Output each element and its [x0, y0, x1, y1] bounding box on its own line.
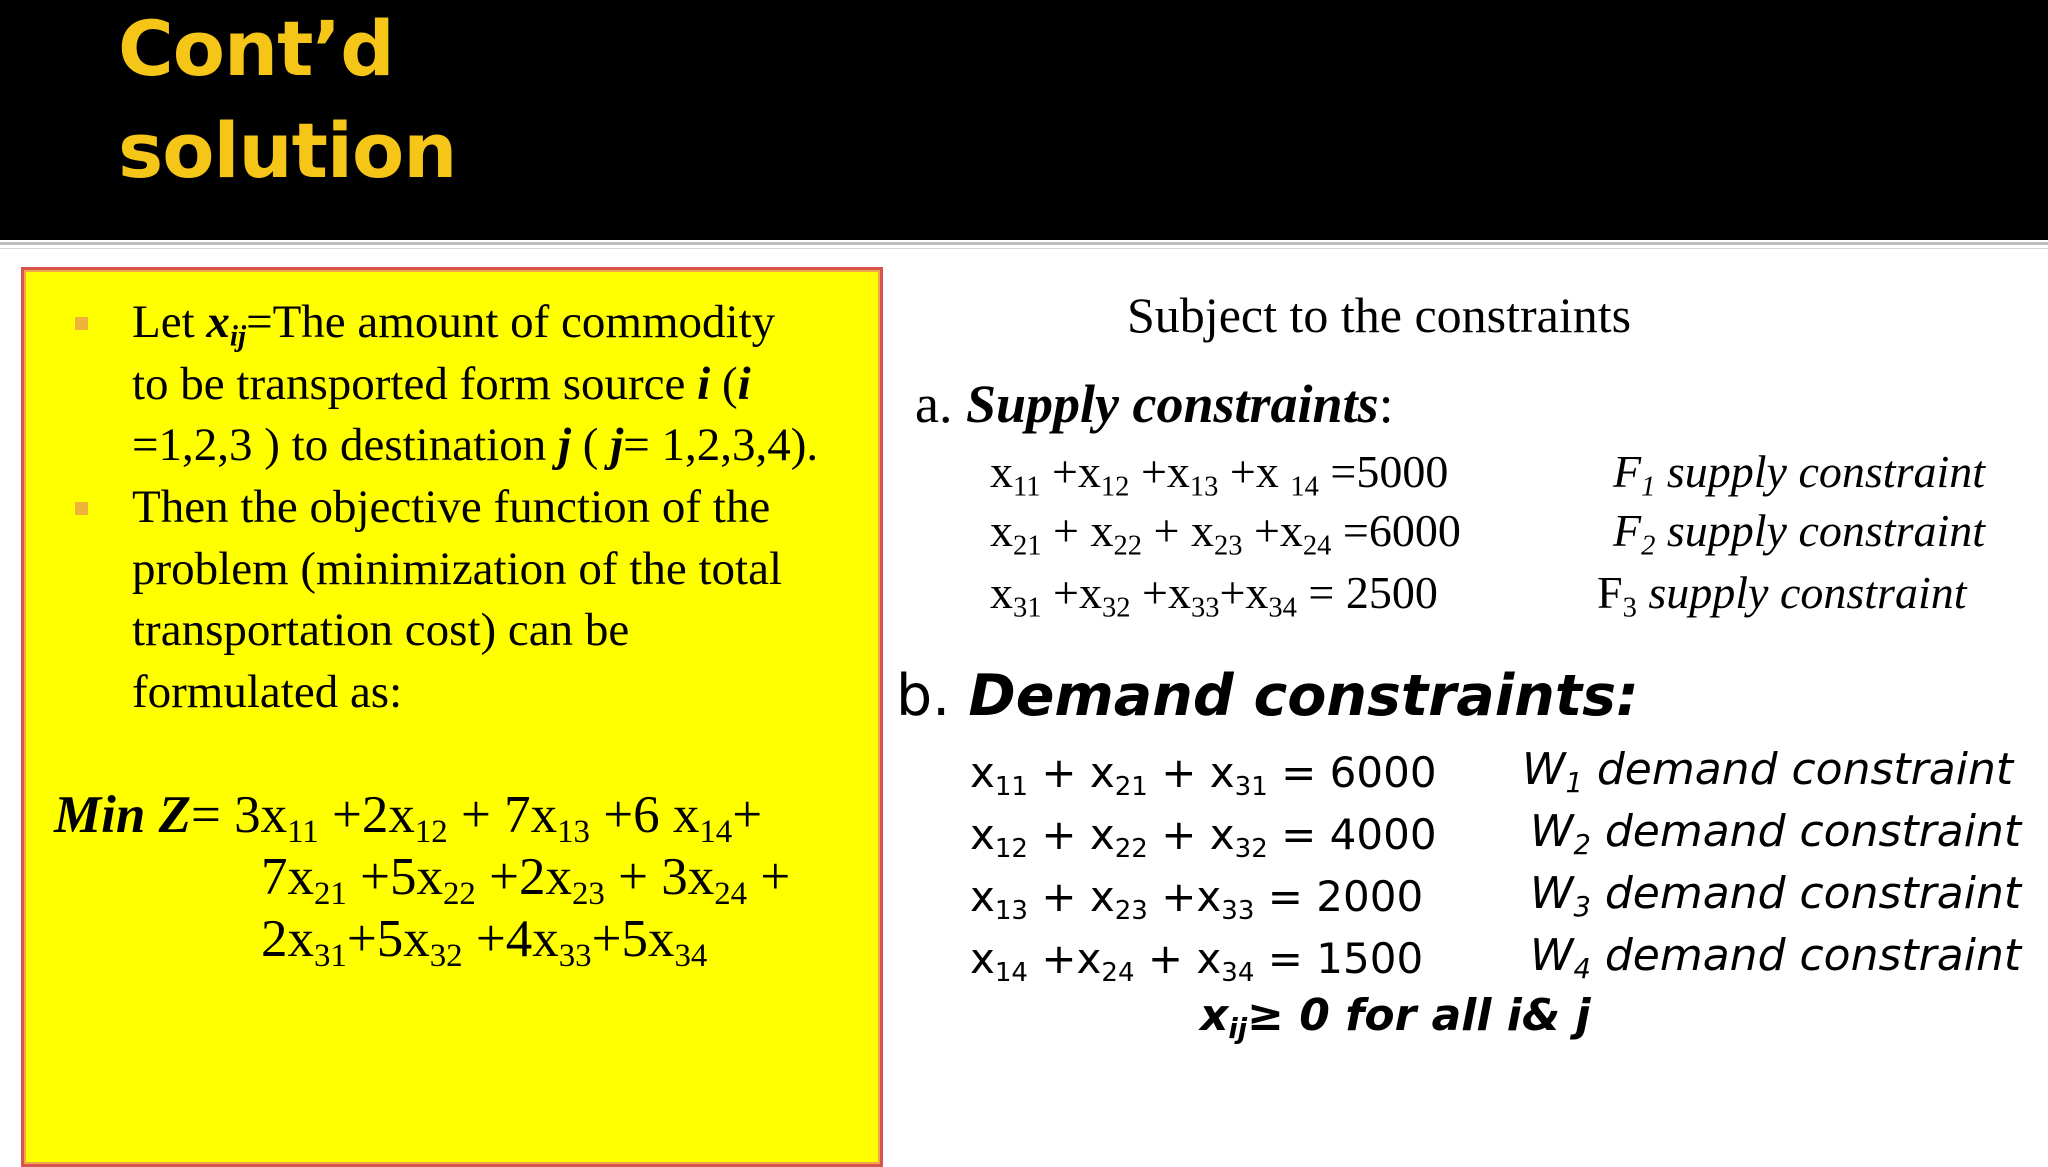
slide-title-line-2: solution: [118, 106, 457, 195]
objective-intro-line-1: Then the objective function of the: [132, 481, 771, 533]
var-x-subscript: ij: [229, 320, 247, 353]
demand-label-var: W: [1530, 806, 1574, 857]
nonneg-sub: ij: [1228, 1014, 1248, 1046]
demand-equation-text: $x_{11} + x_{21} + x_{31} = 6000$: [970, 748, 1437, 802]
objective-line-3: [261, 909, 708, 974]
var-i: i: [697, 357, 711, 410]
supply-equation-1: [990, 445, 1449, 503]
demand-label-sub: 1: [1565, 768, 1583, 800]
demand-equation-text: $x_{12} + x_{22} + x_{32} = 4000$: [970, 810, 1437, 864]
supply-label-text: supply constraint: [1655, 446, 1986, 497]
demand-label-2: [1530, 806, 2022, 862]
objective-line-1: [54, 785, 763, 850]
demand-equation-3: [970, 872, 1424, 926]
supply-label-text: supply constraint: [1636, 567, 1967, 618]
objective-line-2: [261, 847, 791, 912]
supply-label-sub: 2: [1641, 530, 1656, 562]
supply-label-text: supply constraint: [1655, 505, 1986, 556]
demand-equation-text: $x_{13} + x_{23} +x_{33} = 2000$: [970, 872, 1424, 926]
objective-intro-line-4: formulated as:: [132, 665, 403, 718]
supply-label-2: [1613, 504, 1986, 562]
demand-label-sub: 3: [1573, 892, 1591, 924]
definition-line-2: [132, 354, 818, 416]
text-let: Let: [132, 296, 207, 348]
var-j: j: [557, 419, 572, 471]
nonneg-text: ≥ 0 for all i& j: [1247, 990, 1591, 1041]
objective-terms-1: = $3x_{11} +2x_{12} + 7x_{13} +6$ $x_{14}+$: [190, 786, 763, 850]
slide-header: [0, 0, 2048, 240]
demand-label-var: W: [1530, 868, 1574, 919]
supply-equation-3: [990, 566, 1438, 624]
demand-title: Demand constraints:: [968, 663, 1639, 729]
bullet-marker: [75, 317, 88, 330]
demand-label-3: [1530, 868, 2022, 924]
definition-box: [21, 267, 883, 1167]
demand-label-sub: 2: [1573, 830, 1591, 862]
supply-heading: [915, 373, 1394, 435]
demand-equation-4: [970, 934, 1424, 988]
text-destination: =1,2,3 ) to destination: [132, 419, 558, 471]
header-divider: [0, 242, 2048, 245]
supply-equation-2: [990, 504, 1461, 562]
header-divider-thin: [0, 248, 2048, 249]
demand-heading: [896, 663, 1639, 729]
bullet-marker: [75, 502, 88, 515]
demand-label-var: W: [1530, 930, 1574, 981]
demand-label-text: demand constraint: [1582, 744, 2014, 795]
objective-terms-3: $2x_{31}+5x_{32} +4x_{33}+5x_{34}$: [261, 910, 708, 974]
demand-label-1: [1522, 744, 2014, 800]
supply-prefix: a.: [915, 374, 966, 434]
demand-prefix: b.: [896, 663, 969, 729]
definition-line-3: [132, 415, 818, 477]
supply-label-sub: 1: [1641, 471, 1656, 503]
supply-colon: :: [1378, 374, 1394, 434]
nonnegativity-constraint: [1200, 990, 1591, 1046]
demand-label-4: [1530, 930, 2022, 986]
text-paren: (: [710, 357, 738, 410]
supply-title: Supply constraints: [965, 374, 1379, 434]
bullet-definition: [132, 292, 818, 477]
supply-equation-text: $x_{21} + x_{22} + x_{23} +x_{24} =6000$: [990, 505, 1461, 562]
bullet-objective-intro: [132, 477, 782, 723]
supply-equation-text: $x_{31} +x_{32} +x_{33}+x_{34} = 2500$: [990, 567, 1438, 624]
var-j-range: j: [610, 419, 624, 471]
demand-label-text: demand constraint: [1590, 868, 2022, 919]
supply-equation-text: $x_{11} +x_{12} +x_{13} +x$ $_{14}$ =5000: [990, 446, 1449, 503]
supply-label-1: [1613, 445, 1986, 503]
objective-intro-line-2: problem (minimization of the total: [132, 542, 783, 595]
demand-label-var: W: [1522, 744, 1566, 795]
text-paren: (: [571, 419, 611, 471]
objective-terms-2: $7x_{21} +5x_{22} +2x_{23} + 3x_{24}$ +: [261, 848, 791, 912]
text-definition: =The amount of commodity: [246, 296, 776, 348]
var-x: x: [206, 296, 230, 348]
text-source: to be transported form source: [132, 357, 698, 410]
supply-label-var: F: [1613, 505, 1642, 556]
slide-title-line-1: Cont’d: [118, 4, 394, 93]
demand-label-text: demand constraint: [1590, 806, 2022, 857]
nonneg-var: x: [1200, 990, 1229, 1041]
supply-label-var: F: [1613, 446, 1642, 497]
demand-label-sub: 4: [1573, 954, 1591, 986]
supply-label-var: F: [1597, 567, 1623, 618]
objective-intro-line-3: transportation cost) can be: [132, 604, 630, 656]
var-i-range: i: [737, 357, 751, 410]
demand-label-text: demand constraint: [1590, 930, 2022, 981]
demand-equation-text: $x_{14} +x_{24} + x_{34} = 1500$: [970, 934, 1424, 988]
definition-line-1: [132, 292, 818, 354]
demand-equation-2: [970, 810, 1437, 864]
constraints-heading: Subject to the constraints: [1127, 287, 1632, 343]
supply-label-sub: 3: [1622, 592, 1637, 624]
text-j-range: = 1,2,3,4).: [623, 419, 819, 471]
demand-equation-1: [970, 748, 1437, 802]
supply-label-3: [1597, 566, 1967, 624]
objective-label: Min Z: [54, 786, 191, 844]
